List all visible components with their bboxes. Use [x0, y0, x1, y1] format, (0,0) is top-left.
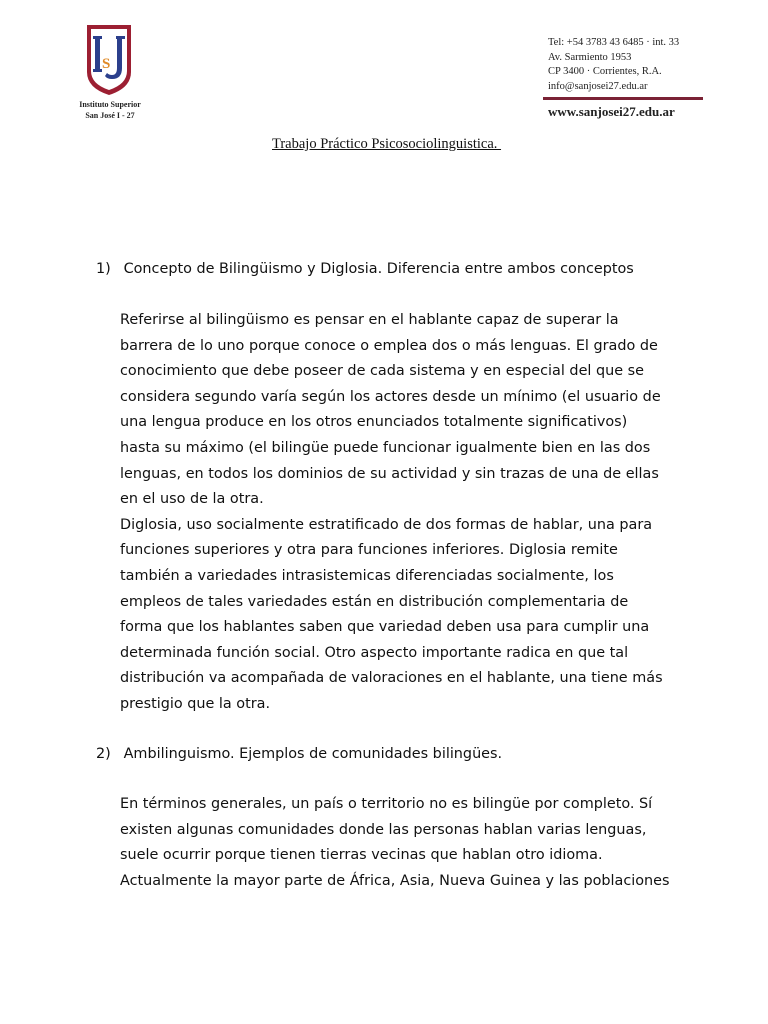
- contact-block: [548, 36, 679, 94]
- header-divider: [543, 97, 703, 100]
- institute-name-line1: Instituto Superior: [79, 100, 141, 109]
- institute-logo: [86, 24, 132, 96]
- answer-line: forma que los hablantes saben que variedad deben usa para cumplir una: [120, 619, 650, 636]
- contact-city: CP 3400 · Corrientes, R.A.: [548, 66, 662, 77]
- institute-name-line2: San José I - 27: [85, 111, 135, 120]
- question-2: [96, 746, 502, 762]
- answer-line: también a variedades intrasistemicas diferenciadas socialmente, los: [120, 567, 614, 584]
- answer-line: barrera de lo uno porque conoce o emplea dos o más lenguas. El grado de: [120, 337, 658, 354]
- answer-line: una lengua produce en los otros enunciados totalmente significativos): [120, 414, 628, 431]
- answer-line: Diglosia, uso socialmente estratificado de dos formas de hablar, una para: [120, 516, 653, 533]
- answer-1: [120, 308, 720, 718]
- answer-line: empleos de tales variedades están en distribución complementaria de: [120, 593, 629, 610]
- institute-name: [60, 99, 160, 121]
- contact-phone: Tel: +54 3783 43 6485 · int. 33: [548, 37, 680, 48]
- answer-line: determinada función social. Otro aspecto importante radica en que tal: [120, 644, 629, 661]
- question-number: 1): [96, 261, 111, 277]
- question-number: 2): [96, 746, 111, 762]
- answer-line: hasta su máximo (el bilingüe puede funcionar igualmente bien en las dos: [120, 439, 651, 456]
- question-1: [96, 261, 634, 277]
- svg-text:S: S: [102, 56, 111, 72]
- contact-address: Av. Sarmiento 1953: [548, 51, 632, 63]
- document-title: Trabajo Práctico Psicosociolinguistica.: [272, 136, 502, 152]
- answer-line: prestigio que la otra.: [120, 695, 271, 712]
- answer-line: existen algunas comunidades donde las personas hablan varias lenguas,: [120, 821, 647, 838]
- answer-line: considera segundo varía según los actores desde un mínimo (el usuario de: [120, 388, 661, 405]
- answer-line: En términos generales, un país o territorio no es bilingüe por completo. Sí: [120, 796, 653, 812]
- question-text: Concepto de Bilingüismo y Diglosia. Diferencia entre ambos conceptos: [123, 261, 634, 277]
- answer-line: funciones superiores y otra para funciones inferiores. Diglosia remite: [120, 542, 618, 559]
- answer-line: suele ocurrir porque tienen tierras vecinas que hablan otro idioma.: [120, 847, 603, 864]
- contact-email[interactable]: info@sanjosei27.edu.ar: [548, 80, 648, 92]
- answer-2: [120, 792, 720, 894]
- answer-line: Actualmente la mayor parte de África, Asia, Nueva Guinea y las poblaciones: [120, 872, 670, 889]
- question-text: Ambilinguismo. Ejemplos de comunidades bilingües.: [123, 746, 503, 762]
- answer-line: conocimiento que debe poseer de cada sistema y en especial del que se: [120, 363, 645, 380]
- website-link[interactable]: www.sanjosei27.edu.ar: [548, 104, 675, 119]
- answer-line: Referirse al bilingüismo es pensar en el hablante capaz de superar la: [120, 312, 619, 328]
- answer-line: lenguas, en todos los dominios de su actividad y sin trazas de una de ellas: [120, 465, 659, 482]
- answer-line: distribución va acompañada de valoraciones en el hablante, una tiene más: [120, 670, 663, 687]
- answer-line: en el uso de la otra.: [120, 491, 264, 508]
